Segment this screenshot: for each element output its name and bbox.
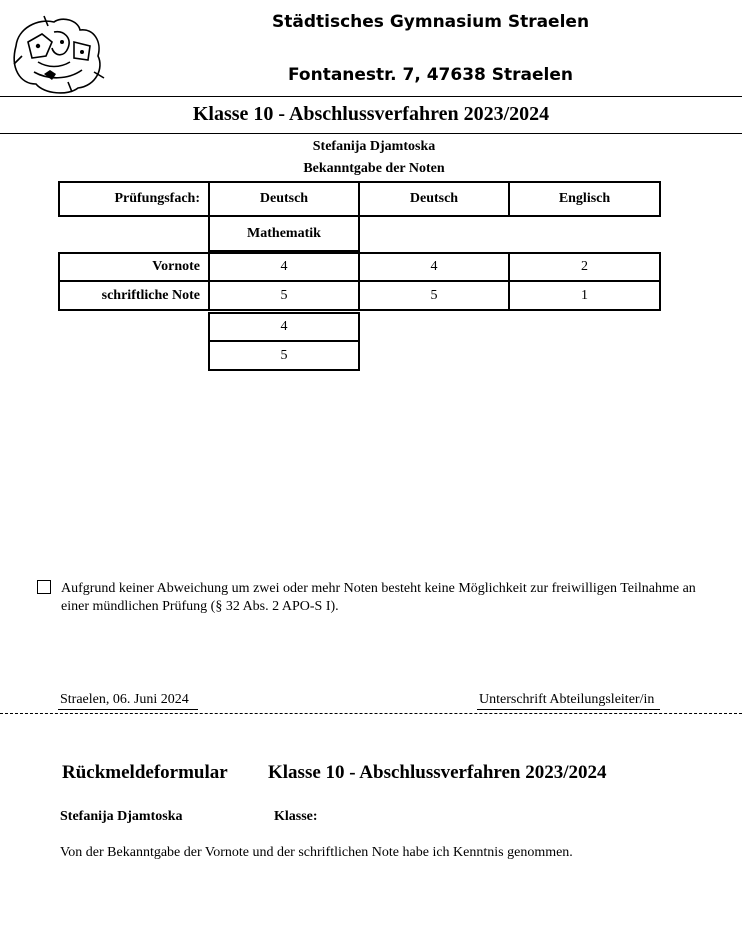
feedback-form-title: Klasse 10 - Abschlussverfahren 2023/2024 xyxy=(268,762,607,783)
oral-exam-checkbox[interactable] xyxy=(37,580,51,594)
student-name: Stefanija Djamtoska xyxy=(312,139,436,154)
grade-cell: 4 xyxy=(208,312,360,342)
title-divider xyxy=(0,133,742,134)
feedback-acknowledgement: Von der Bekanntgabe der Vornote und der schriftlichen Note habe ich Kenntnis genommen. xyxy=(60,845,573,860)
grade-cell: 5 xyxy=(208,340,360,371)
feedback-student-name: Stefanija Djamtoska xyxy=(60,809,183,824)
cut-line xyxy=(0,713,742,714)
row-label-schriftlich: schriftliche Note xyxy=(58,280,210,311)
header-divider xyxy=(0,96,742,97)
document-title: Klasse 10 - Abschlussverfahren 2023/2024 xyxy=(192,103,550,125)
signature-label: Unterschrift Abteilungsleiter/in xyxy=(479,692,655,707)
grade-cell: 4 xyxy=(208,252,360,282)
subject-header: Deutsch xyxy=(358,181,510,217)
subject-header: Englisch xyxy=(508,181,661,217)
place-date-line xyxy=(58,709,198,710)
school-crest-logo xyxy=(8,12,108,96)
subject-header: Deutsch xyxy=(208,181,360,217)
row-label-vornote: Vornote xyxy=(58,252,210,282)
document-subtitle: Bekanntgabe der Noten xyxy=(303,161,445,176)
school-address: Fontanestr. 7, 47638 Straelen xyxy=(288,65,573,85)
feedback-form-label: Rückmeldeformular xyxy=(62,762,228,783)
grade-cell: 5 xyxy=(208,280,360,311)
grade-cell: 5 xyxy=(358,280,510,311)
subject-header: Mathematik xyxy=(208,215,360,252)
grade-cell: 4 xyxy=(358,252,510,282)
subject-header-label: Prüfungsfach: xyxy=(58,181,210,217)
grade-cell: 1 xyxy=(508,280,661,311)
grade-cell: 2 xyxy=(508,252,661,282)
notice-text: Aufgrund keiner Abweichung um zwei oder mehr Noten besteht keine Möglichkeit zur freiwilligen Teilnahme an einer mündlichen Prüfung (§ 32 Abs. 2 APO-S I). xyxy=(61,581,696,614)
school-name: Städtisches Gymnasium Straelen xyxy=(272,12,590,32)
place-date: Straelen, 06. Juni 2024 xyxy=(60,692,189,707)
feedback-class-label: Klasse: xyxy=(274,809,318,824)
signature-line xyxy=(477,709,660,710)
